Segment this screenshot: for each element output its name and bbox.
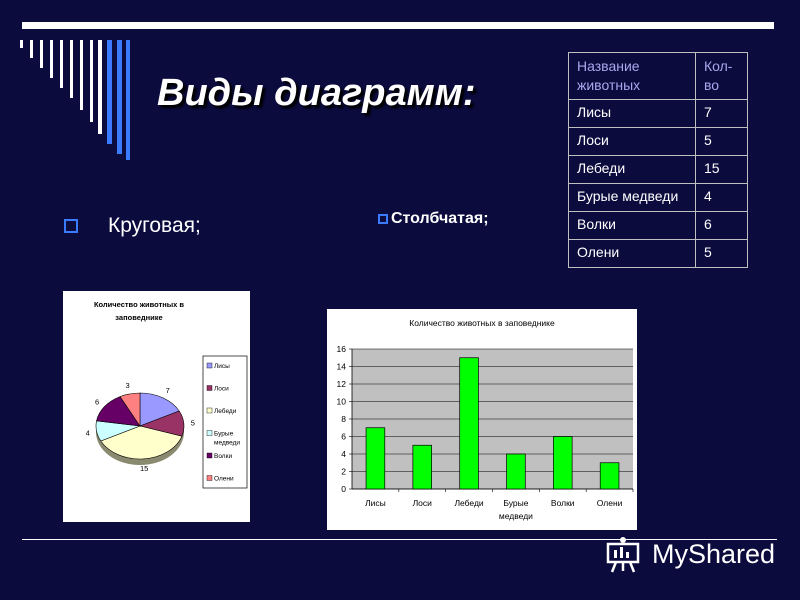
table-cell: Лоси bbox=[569, 128, 696, 156]
y-tick-label: 12 bbox=[336, 379, 346, 389]
table-cell: 5 bbox=[696, 128, 748, 156]
pie-chart-title: заповеднике bbox=[115, 313, 163, 322]
table-cell: Лебеди bbox=[569, 156, 696, 184]
bar-chart bbox=[327, 309, 637, 530]
table-header-cell: Кол-во bbox=[696, 53, 748, 100]
bar-5 bbox=[553, 437, 572, 490]
animals-table bbox=[568, 52, 748, 268]
bullet-pie-label: Круговая; bbox=[108, 214, 201, 237]
table-row bbox=[569, 128, 748, 156]
bar-chart-panel bbox=[327, 309, 637, 530]
table-cell: 7 bbox=[696, 100, 748, 128]
legend-label: Лоси bbox=[214, 385, 229, 393]
bar-4 bbox=[507, 454, 526, 489]
y-tick-label: 4 bbox=[341, 449, 346, 459]
table-header-cell: Название животных bbox=[569, 53, 696, 100]
x-tick-label: Олени bbox=[596, 498, 623, 508]
pie-chart bbox=[63, 291, 250, 522]
myshared-logo bbox=[604, 534, 775, 574]
x-tick-label: Лоси bbox=[412, 498, 432, 508]
y-tick-label: 10 bbox=[336, 396, 346, 407]
x-tick-label: Лебеди bbox=[454, 498, 484, 508]
table-cell: Олени bbox=[569, 240, 696, 268]
x-tick-label: Волки bbox=[550, 498, 575, 508]
y-tick-label: 16 bbox=[336, 344, 346, 354]
table-cell: 4 bbox=[696, 184, 748, 212]
legend-swatch bbox=[207, 476, 212, 481]
legend-label: Волки bbox=[214, 453, 233, 460]
table-row bbox=[569, 212, 748, 240]
bullet-bar bbox=[378, 210, 489, 228]
y-tick-label: 8 bbox=[341, 414, 346, 424]
y-tick-label: 14 bbox=[336, 361, 346, 372]
table-header-row bbox=[569, 53, 748, 100]
bullet-square-icon bbox=[64, 219, 78, 233]
presentation-board-icon bbox=[604, 534, 644, 574]
legend-label: Лебеди bbox=[214, 408, 237, 415]
pie-data-label: 5 bbox=[190, 418, 195, 428]
pie-data-label: 15 bbox=[139, 463, 149, 473]
bullet-bar-label: Столбчатая; bbox=[391, 210, 489, 227]
table-row bbox=[569, 184, 748, 212]
table-cell: 15 bbox=[696, 156, 748, 184]
bullet-pie bbox=[64, 214, 201, 238]
slide-title: Виды диаграмм: bbox=[157, 72, 476, 114]
pie-chart-panel bbox=[63, 291, 250, 522]
legend-swatch bbox=[207, 408, 212, 413]
legend-label: Бурые медведи bbox=[214, 430, 241, 447]
table-cell: 6 bbox=[696, 212, 748, 240]
decorative-stripes bbox=[0, 0, 140, 160]
legend-label: Лисы bbox=[214, 363, 230, 370]
legend-swatch bbox=[207, 453, 212, 458]
bullet-square-icon bbox=[378, 214, 388, 224]
legend-swatch bbox=[207, 431, 212, 436]
bar-1 bbox=[366, 428, 385, 489]
table-cell: Лисы bbox=[569, 100, 696, 128]
pie-chart-title: Количество животных в bbox=[93, 300, 185, 309]
legend-label: Олени bbox=[214, 475, 234, 483]
logo-text: MyShared bbox=[652, 538, 776, 569]
y-tick-label: 2 bbox=[341, 466, 346, 477]
pie-data-label: 3 bbox=[125, 381, 130, 391]
legend-swatch bbox=[207, 386, 212, 391]
table-row bbox=[569, 100, 748, 128]
x-tick-label: Лисы bbox=[365, 498, 386, 508]
pie-data-label: 4 bbox=[85, 428, 90, 438]
pie-legend-box bbox=[203, 356, 247, 488]
table-cell: 5 bbox=[696, 240, 748, 268]
bar-2 bbox=[413, 445, 432, 489]
y-tick-label: 6 bbox=[341, 431, 346, 442]
table-cell: Бурые медведи bbox=[569, 184, 696, 212]
pie-data-label: 7 bbox=[165, 386, 170, 396]
x-tick-label: Бурые медведи bbox=[498, 498, 533, 521]
table-row bbox=[569, 240, 748, 268]
bar-6 bbox=[600, 463, 619, 489]
table-row bbox=[569, 156, 748, 184]
bar-3 bbox=[460, 358, 479, 489]
table-cell: Волки bbox=[569, 212, 696, 240]
bar-chart-title: Количество животных в заповеднике bbox=[409, 318, 555, 328]
pie-data-label: 6 bbox=[95, 397, 100, 407]
y-tick-label: 0 bbox=[341, 484, 346, 494]
legend-swatch bbox=[207, 363, 212, 368]
